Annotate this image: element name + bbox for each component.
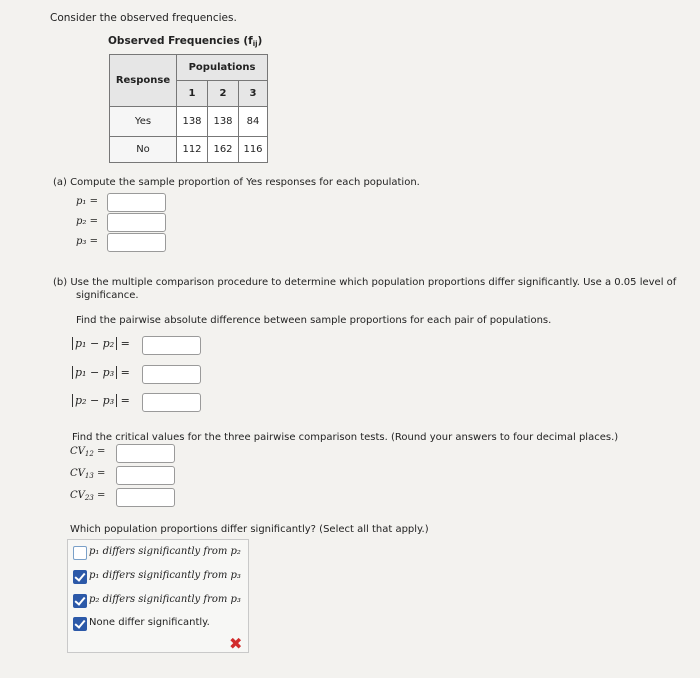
p2-label: p₂ =	[76, 216, 98, 227]
option-4-checkbox[interactable]	[73, 617, 87, 631]
row-label-yes: Yes	[110, 107, 177, 137]
option-1-checkbox[interactable]	[73, 546, 87, 560]
intro-text: Consider the observed frequencies.	[50, 12, 237, 24]
response-header: Response	[110, 55, 177, 107]
cell-no-1: 112	[177, 137, 208, 163]
cv23-input[interactable]	[116, 488, 175, 507]
column-header-1: 1	[177, 81, 208, 107]
column-header-2: 2	[208, 81, 239, 107]
critical-value-instruction: Find the critical values for the three pairwise comparison tests. (Round your answers to four decimal places.)	[72, 432, 619, 443]
diff-p1-p3-input[interactable]	[142, 365, 201, 384]
p1-label: p₁ =	[76, 196, 98, 207]
row-label-no: No	[110, 137, 177, 163]
part-a-prompt: (a) Compute the sample proportion of Yes responses for each population.	[53, 177, 420, 188]
significance-options-group	[67, 539, 249, 653]
column-header-3: 3	[239, 81, 268, 107]
part-b-prompt: (b) Use the multiple comparison procedure to determine which population proportions differ significantly. Use a 0.05 level of	[53, 277, 677, 288]
p3-answer-input[interactable]	[107, 233, 166, 252]
populations-header: Populations	[177, 55, 268, 81]
option-3-label: p₂ differs significantly from p₃	[89, 594, 241, 605]
cell-yes-2: 138	[208, 107, 239, 137]
option-2-label: p₁ differs significantly from p₃	[89, 570, 241, 581]
which-differ-prompt: Which population proportions differ significantly? (Select all that apply.)	[70, 524, 429, 535]
diff-p1-p3-label: p₁ − p₃ =	[72, 366, 130, 379]
diff-p1-p2-label: p₁ − p₂ =	[72, 337, 130, 350]
cell-yes-1: 138	[177, 107, 208, 137]
cv13-input[interactable]	[116, 466, 175, 485]
cv23-label: $CV_{23}$ =	[70, 490, 106, 502]
part-b-prompt-cont: significance.	[76, 290, 139, 301]
option-1-label: p₁ differs significantly from p₂	[89, 546, 241, 557]
diff-p2-p3-input[interactable]	[142, 393, 201, 412]
difference-instruction: Find the pairwise absolute difference between sample proportions for each pair of populations.	[76, 315, 552, 326]
p3-label: p₃ =	[76, 236, 98, 247]
cv12-label: $CV_{12}$ =	[70, 446, 106, 458]
cell-yes-3: 84	[239, 107, 268, 137]
cell-no-2: 162	[208, 137, 239, 163]
diff-p1-p2-input[interactable]	[142, 336, 201, 355]
p1-answer-input[interactable]	[107, 193, 166, 212]
p2-answer-input[interactable]	[107, 213, 166, 232]
incorrect-x-icon: ✖	[229, 634, 243, 653]
diff-p2-p3-label: p₂ − p₃ =	[72, 394, 130, 407]
cv12-input[interactable]	[116, 444, 175, 463]
cell-no-3: 116	[239, 137, 268, 163]
cv13-label: $CV_{13}$ =	[70, 468, 106, 480]
observed-frequencies-table	[109, 54, 268, 163]
option-3-checkbox[interactable]	[73, 594, 87, 608]
table-title: Observed Frequencies (fij)	[108, 35, 263, 48]
option-2-checkbox[interactable]	[73, 570, 87, 584]
option-4-label: None differ significantly.	[89, 617, 210, 628]
